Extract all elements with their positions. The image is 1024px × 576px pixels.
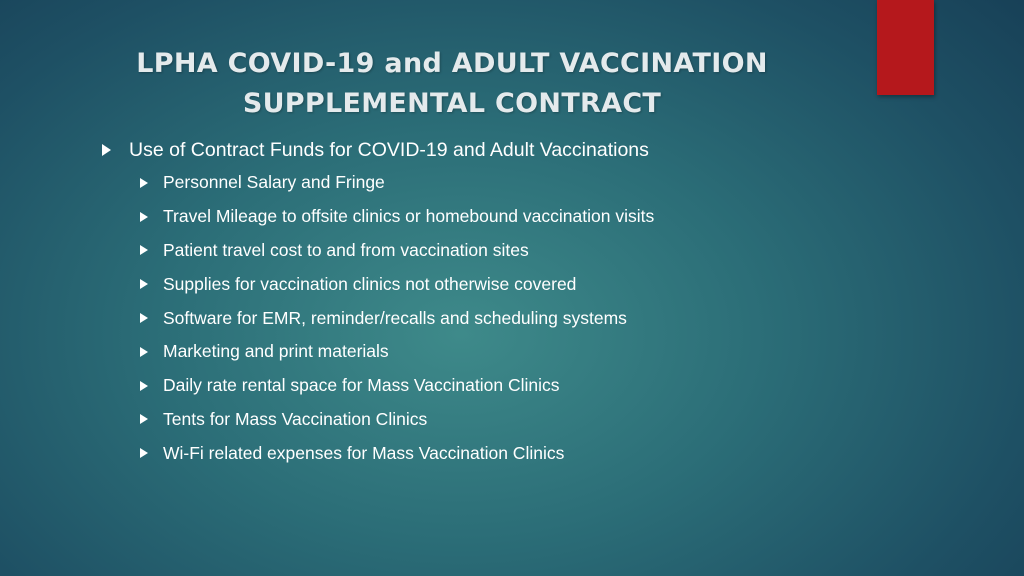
sub-bullet-text: Patient travel cost to and from vaccination sites (163, 239, 529, 260)
sub-bullet-list (102, 166, 654, 470)
sub-bullet-text: Supplies for vaccination clinics not otherwise covered (163, 273, 577, 294)
bullet-arrow-icon (140, 279, 148, 289)
bullet-arrow-icon (102, 144, 111, 156)
bullet-arrow-icon (140, 414, 148, 424)
sub-bullet (140, 403, 654, 437)
sub-bullet-text: Software for EMR, reminder/recalls and scheduling systems (163, 307, 627, 328)
sub-bullet (140, 436, 654, 470)
bullet-arrow-icon (140, 178, 148, 188)
sub-bullet (140, 335, 654, 369)
slide-title (92, 44, 812, 124)
title-line-1: LPHA COVID-19 and ADULT VACCINATION (136, 48, 768, 79)
sub-bullet-text: Wi-Fi related expenses for Mass Vaccination Clinics (163, 442, 565, 463)
sub-bullet-text: Marketing and print materials (163, 341, 389, 362)
main-bullet-row (102, 134, 654, 166)
bullet-arrow-icon (140, 347, 148, 357)
sub-bullet (140, 234, 654, 268)
bullet-arrow-icon (140, 212, 148, 222)
sub-bullet-text: Tents for Mass Vaccination Clinics (163, 408, 428, 429)
sub-bullet (140, 267, 654, 301)
sub-bullet (140, 369, 654, 403)
sub-bullet-text: Daily rate rental space for Mass Vaccination Clinics (163, 375, 560, 396)
sub-bullet (140, 200, 654, 234)
sub-bullet-text: Personnel Salary and Fringe (163, 172, 385, 193)
main-bullet-text: Use of Contract Funds for COVID-19 and Adult Vaccinations (129, 138, 649, 161)
bullet-arrow-icon (140, 245, 148, 255)
bullet-arrow-icon (140, 313, 148, 323)
accent-bar (877, 0, 934, 95)
bullet-arrow-icon (140, 448, 148, 458)
bullet-list (102, 134, 654, 470)
title-line-2: SUPPLEMENTAL CONTRACT (242, 88, 662, 119)
sub-bullet-text: Travel Mileage to offsite clinics or homebound vaccination visits (163, 206, 655, 227)
sub-bullet (140, 166, 654, 200)
bullet-arrow-icon (140, 381, 148, 391)
sub-bullet (140, 301, 654, 335)
main-bullet (102, 134, 654, 470)
